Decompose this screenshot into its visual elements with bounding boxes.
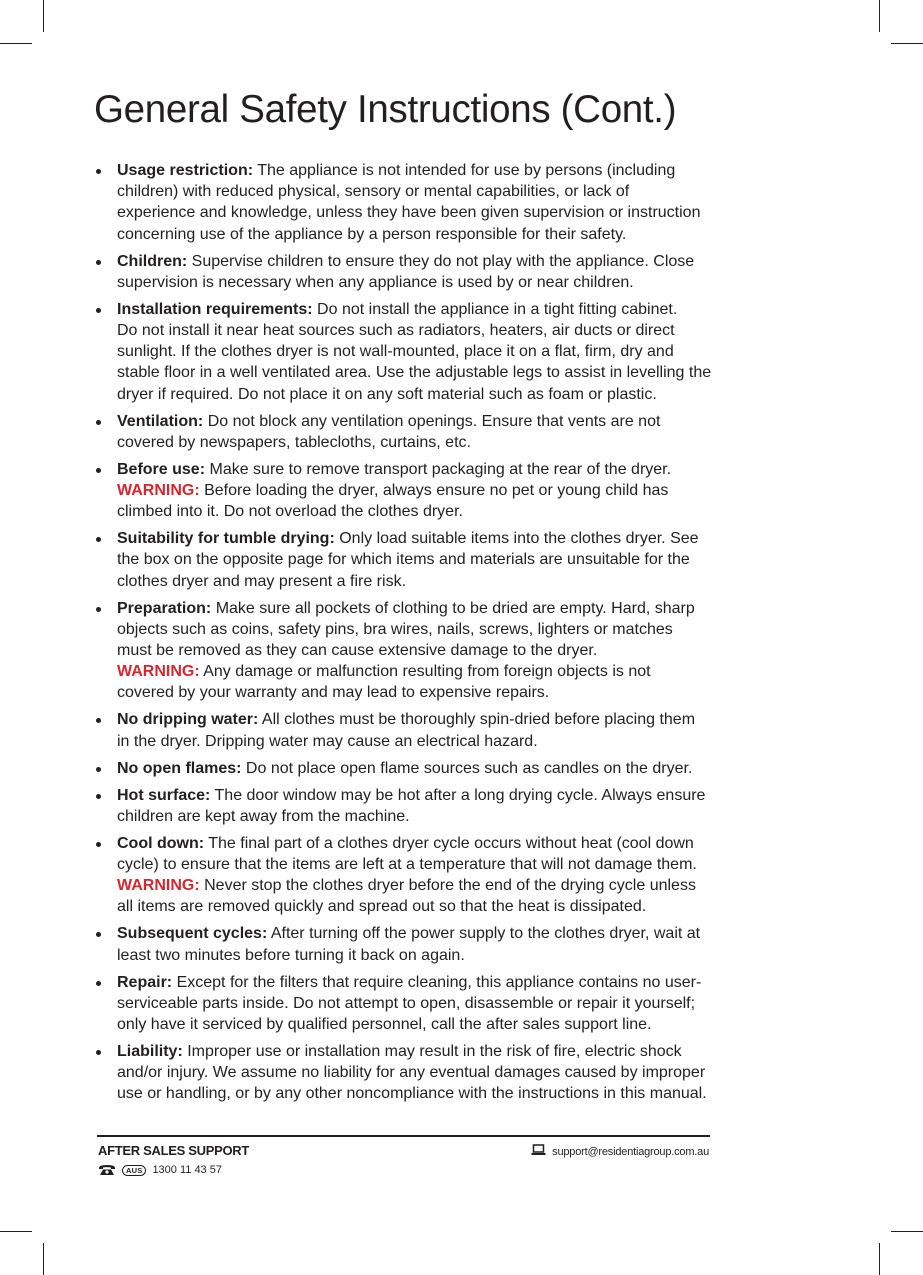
instruction-line bbox=[117, 598, 776, 619]
instruction-text: clothes dryer and may present a fire risk. bbox=[117, 572, 407, 590]
instruction-item bbox=[96, 160, 776, 245]
instruction-label: Preparation: bbox=[117, 599, 212, 617]
instruction-text: least two minutes before turning it back on again. bbox=[117, 946, 465, 964]
instruction-item bbox=[96, 758, 776, 779]
instruction-line bbox=[117, 202, 776, 223]
instruction-line bbox=[117, 806, 776, 827]
instruction-item bbox=[96, 972, 776, 1036]
instruction-text: in the dryer. Dripping water may cause an electrical hazard. bbox=[117, 732, 538, 750]
instruction-line bbox=[117, 758, 776, 779]
instruction-line bbox=[117, 181, 776, 202]
instruction-item bbox=[96, 833, 776, 918]
laptop-icon bbox=[531, 1144, 546, 1159]
instruction-text: Do not place open flame sources such as candles on the dryer. bbox=[245, 759, 693, 777]
warning-label: WARNING: bbox=[117, 482, 200, 500]
footer-divider bbox=[97, 1135, 710, 1137]
region-badge: AUS bbox=[122, 1165, 146, 1176]
warning-text: Any damage or malfunction resulting from foreign objects is not bbox=[203, 663, 651, 681]
instruction-line bbox=[117, 528, 776, 549]
instruction-label: No dripping water: bbox=[117, 711, 259, 729]
instruction-text: experience and knowledge, unless they have been given supervision or instruction bbox=[117, 204, 701, 222]
instruction-text: The door window may be hot after a long drying cycle. Always ensure bbox=[214, 786, 706, 804]
instruction-line bbox=[117, 945, 776, 966]
instruction-text: Except for the filters that require cleaning, this appliance contains no user- bbox=[176, 973, 702, 991]
safety-instruction-list bbox=[96, 160, 776, 1110]
instruction-label: Ventilation: bbox=[117, 412, 204, 430]
instruction-text: dryer if required. Do not place it on any soft material such as foam or plastic. bbox=[117, 385, 657, 403]
instruction-line bbox=[117, 432, 776, 453]
warning-line bbox=[117, 501, 776, 522]
instruction-item bbox=[96, 598, 776, 704]
instruction-text: serviceable parts inside. Do not attempt to open, disassemble or repair it yourself; bbox=[117, 994, 696, 1012]
instruction-label: No open flames: bbox=[117, 759, 242, 777]
instruction-text: The appliance is not intended for use by persons (including bbox=[257, 162, 676, 179]
warning-label: WARNING: bbox=[117, 663, 200, 681]
instruction-line bbox=[117, 833, 776, 854]
instruction-text: All clothes must be thoroughly spin-dried before placing them bbox=[261, 711, 696, 729]
instruction-label: Usage restriction: bbox=[117, 162, 254, 179]
crop-mark-bottom-left bbox=[0, 1231, 32, 1232]
instruction-line bbox=[117, 459, 776, 480]
instruction-item bbox=[96, 785, 776, 827]
instruction-text: the box on the opposite page for which items and materials are unsuitable for the bbox=[117, 551, 690, 569]
instruction-line bbox=[117, 1062, 776, 1083]
crop-mark-top-right bbox=[891, 43, 923, 44]
instruction-item bbox=[96, 709, 776, 751]
instruction-label: Cool down: bbox=[117, 834, 205, 852]
warning-line bbox=[117, 682, 776, 703]
crop-mark-bottom-right bbox=[879, 1243, 880, 1275]
instruction-item bbox=[96, 923, 776, 965]
instruction-text: covered by newspapers, tablecloths, curtains, etc. bbox=[117, 433, 471, 451]
instruction-line bbox=[117, 993, 776, 1014]
instruction-line bbox=[117, 709, 776, 730]
instruction-line bbox=[117, 251, 776, 272]
warning-text: climbed into it. Do not overload the clothes dryer. bbox=[117, 503, 463, 521]
instruction-text: objects such as coins, safety pins, bra wires, nails, screws, lighters or matches bbox=[117, 620, 673, 638]
instruction-label: Children: bbox=[117, 252, 188, 270]
instruction-line bbox=[117, 571, 776, 592]
warning-text: all items are removed quickly and spread out so that the heat is dissipated. bbox=[117, 898, 647, 916]
instruction-item bbox=[96, 411, 776, 453]
instruction-line bbox=[117, 854, 776, 875]
instruction-line bbox=[117, 619, 776, 640]
instruction-item bbox=[96, 459, 776, 523]
footer-heading: AFTER SALES SUPPORT bbox=[98, 1143, 250, 1158]
phone-number[interactable]: 1300 11 43 57 bbox=[152, 1164, 222, 1176]
instruction-line bbox=[117, 341, 776, 362]
instruction-line bbox=[117, 972, 776, 993]
instruction-text: concerning use of the appliance by a person responsible for their safety. bbox=[117, 225, 627, 243]
email-address[interactable]: support@residentiagroup.com.au bbox=[552, 1145, 709, 1158]
instruction-line bbox=[117, 1041, 776, 1062]
crop-mark-bottom-right bbox=[891, 1231, 923, 1232]
crop-mark-top-right bbox=[879, 0, 880, 32]
instruction-line bbox=[117, 923, 776, 944]
instruction-text: Do not install it near heat sources such as radiators, heaters, air ducts or direct bbox=[117, 322, 675, 340]
instruction-label: Subsequent cycles: bbox=[117, 925, 268, 943]
crop-mark-top-left bbox=[0, 43, 32, 44]
instruction-line bbox=[117, 384, 776, 405]
footer-phone bbox=[98, 1162, 222, 1178]
instruction-text: Make sure to remove transport packaging at the rear of the dryer. bbox=[209, 460, 672, 478]
instruction-text: only have it serviced by qualified personnel, call the after sales support line. bbox=[117, 1016, 652, 1034]
instruction-text: Do not install the appliance in a tight fitting cabinet. bbox=[317, 300, 678, 318]
footer-email bbox=[531, 1144, 709, 1159]
instruction-text: Only load suitable items into the clothes dryer. See bbox=[339, 530, 699, 548]
instruction-line bbox=[117, 731, 776, 752]
instruction-text: Improper use or installation may result in the risk of fire, electric shock bbox=[187, 1043, 682, 1061]
warning-line bbox=[117, 480, 776, 501]
instruction-text: sunlight. If the clothes dryer is not wall-mounted, place it on a flat, firm, dry and bbox=[117, 343, 674, 361]
instruction-item bbox=[96, 251, 776, 293]
instruction-text: use or handling, or by any other noncompliance with the instructions in this manual. bbox=[117, 1085, 707, 1103]
instruction-line bbox=[117, 160, 776, 181]
warning-text: Before loading the dryer, always ensure no pet or young child has bbox=[204, 482, 669, 500]
instruction-text: The final part of a clothes dryer cycle occurs without heat (cool down bbox=[208, 834, 694, 852]
instruction-item bbox=[96, 1041, 776, 1105]
instruction-label: Hot surface: bbox=[117, 786, 211, 804]
instruction-line bbox=[117, 549, 776, 570]
crop-mark-bottom-left bbox=[43, 1243, 44, 1275]
instruction-line bbox=[117, 785, 776, 806]
crop-mark-top-left bbox=[43, 0, 44, 32]
instruction-label: Installation requirements: bbox=[117, 300, 313, 318]
instruction-item bbox=[96, 528, 776, 592]
instruction-line bbox=[117, 411, 776, 432]
instruction-text: Do not block any ventilation openings. Ensure that vents are not bbox=[207, 412, 661, 430]
instruction-text: stable floor in a well ventilated area. Use the adjustable legs to assist in levelling the bbox=[117, 364, 712, 382]
instruction-text: supervision is necessary when any appliance is used by or near children. bbox=[117, 273, 634, 291]
warning-text: covered by your warranty and may lead to expensive repairs. bbox=[117, 684, 550, 702]
instruction-label: Suitability for tumble drying: bbox=[117, 530, 335, 548]
instruction-text: children) with reduced physical, sensory or mental capabilities, or lack of bbox=[117, 183, 630, 201]
instruction-text: Supervise children to ensure they do not play with the appliance. Close bbox=[191, 252, 695, 270]
instruction-line bbox=[117, 320, 776, 341]
instruction-item bbox=[96, 299, 776, 405]
warning-line bbox=[117, 896, 776, 917]
telephone-icon bbox=[98, 1164, 116, 1176]
instruction-line bbox=[117, 640, 776, 661]
instruction-line bbox=[117, 272, 776, 293]
instruction-label: Repair: bbox=[117, 973, 173, 991]
warning-line bbox=[117, 661, 776, 682]
page-title: General Safety Instructions (Cont.) bbox=[94, 88, 677, 131]
warning-label: WARNING: bbox=[117, 877, 200, 895]
instruction-line bbox=[117, 362, 776, 383]
instruction-text: cycle) to ensure that the items are left at a temperature that will not damage them. bbox=[117, 856, 697, 874]
instruction-label: Before use: bbox=[117, 460, 206, 478]
instruction-text: must be removed as they can cause extensive damage to the dryer. bbox=[117, 642, 598, 660]
instruction-line bbox=[117, 1083, 776, 1104]
instruction-text: and/or injury. We assume no liability for any eventual damages caused by improper bbox=[117, 1064, 706, 1082]
instruction-line bbox=[117, 299, 776, 320]
instruction-label: Liability: bbox=[117, 1043, 183, 1061]
instruction-text: Make sure all pockets of clothing to be dried are empty. Hard, sharp bbox=[215, 599, 695, 617]
warning-line bbox=[117, 875, 776, 896]
instruction-text: After turning off the power supply to the clothes dryer, wait at bbox=[270, 925, 701, 943]
instruction-line bbox=[117, 224, 776, 245]
instruction-line bbox=[117, 1014, 776, 1035]
instruction-text: children are kept away from the machine. bbox=[117, 807, 410, 825]
warning-text: Never stop the clothes dryer before the end of the drying cycle unless bbox=[204, 877, 696, 895]
